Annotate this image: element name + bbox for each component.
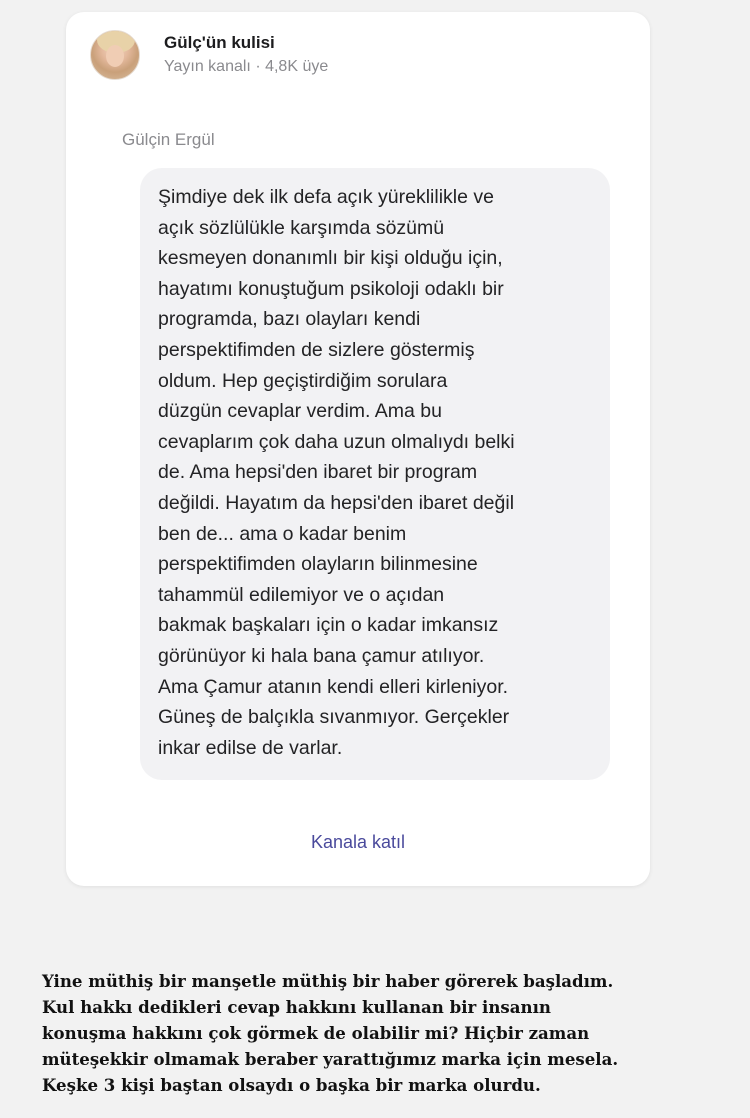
channel-header[interactable] <box>90 30 328 80</box>
message-sender: Gülçin Ergül <box>122 130 215 149</box>
channel-post-card <box>66 12 650 886</box>
caption-text: Yine müthiş bir manşetle müthiş bir haber görerek başladım. Kul hakkı dedikleri cevap hakkını kullanan bir insanın konuşma hakkını çok görmek de olabilir mi? Hiçbir zaman müteşekkir olmamak beraber yarattığımız marka için mesela. Keşke 3 kişi baştan olsaydı o başka bir marka olurdu. <box>42 971 619 1095</box>
message-bubble <box>140 168 610 780</box>
channel-meta <box>164 32 328 78</box>
message-text: Şimdiye dek ilk defa açık yüreklilikle ve açık sözlülükle karşımda sözümü kesmeyen donanımlı bir kişi olduğu için, hayatımı konuştuğum psikoloji odaklı bir programda, bazı olayları kendi perspektifimden de sizlere göstermiş oldum. Hep geçiştirdiğim sorulara düzgün cevaplar verdim. Ama bu cevaplarım çok daha uzun olmalıydı belki de. Ama hepsi'den ibaret bir program değildi. Hayatım da hepsi'den ibaret değil ben de... ama o kadar benim perspektifimden olayların bilinmesine tahammül edilemiyor ve o açıdan bakmak başkaları için o kadar imkansız görünüyor ki hala bana çamur atılıyor. Ama Çamur atanın kendi elleri kirleniyor. Güneş de balçıkla sıvanmıyor. Gerçekler inkar edilse de varlar. <box>158 186 515 759</box>
channel-subtitle: Yayın kanalı · 4,8K üye <box>164 58 329 75</box>
channel-name[interactable]: Gülç'ün kulisi <box>164 33 275 52</box>
avatar[interactable] <box>90 30 140 80</box>
join-channel-button[interactable]: Kanala katıl <box>310 832 406 852</box>
